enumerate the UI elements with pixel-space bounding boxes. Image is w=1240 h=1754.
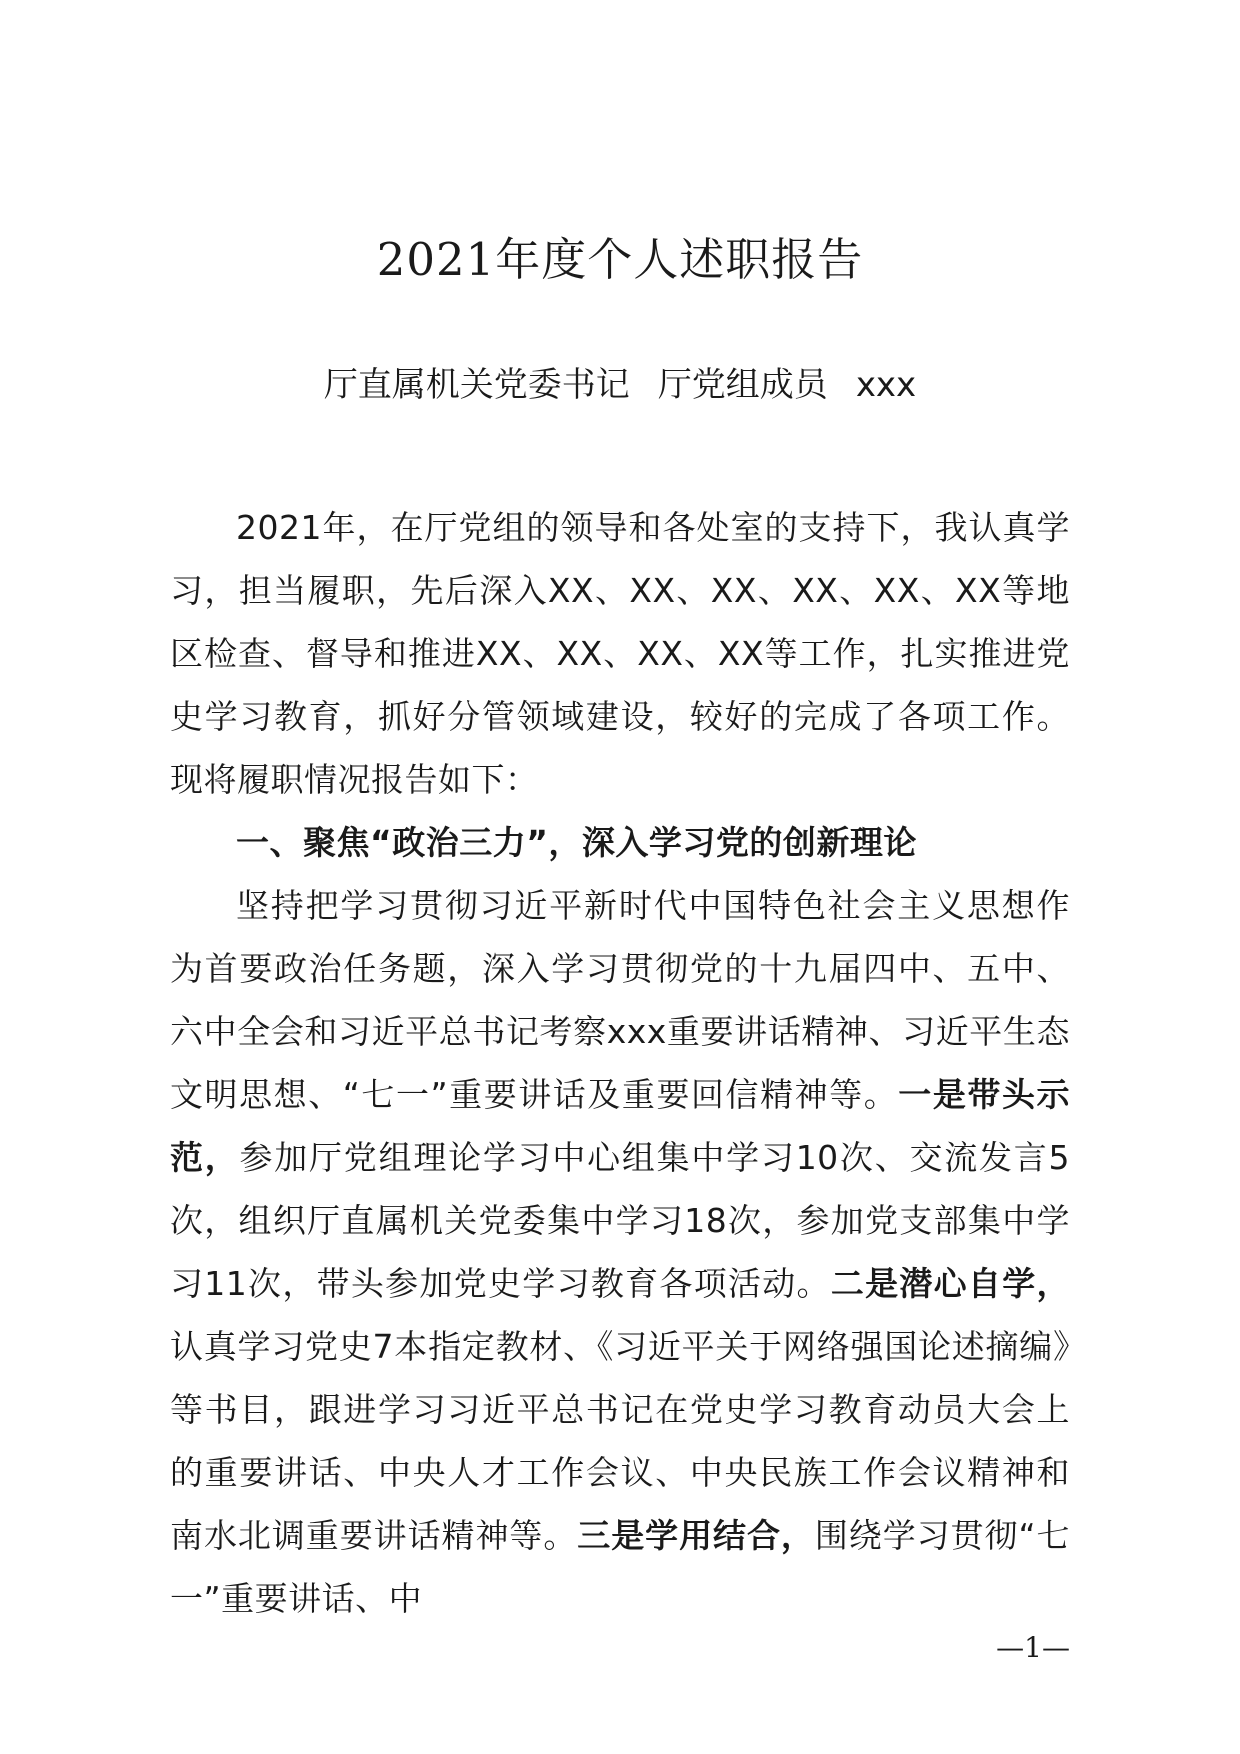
section-text-4: 围绕学习贯彻“七一”重要讲话、中 <box>170 1516 1071 1618</box>
document-title: 2021年度个人述职报告 <box>376 233 864 286</box>
bold-lead-2: 二是潜心自学， <box>830 1264 1070 1303</box>
section-text-1: 坚持把学习贯彻习近平新时代中国特色社会主义思想作为首要政治任务题，深入学习贯彻党的十九届四中、五中、六中全会和习近平总书记考察xxx重要讲话精神、习近平生态文明思想、“七一”重要讲话及重要回信精神等。 <box>170 886 1070 1114</box>
bold-lead-1: 一是带头示范， <box>170 1075 1070 1177</box>
subtitle-role: 厅直属机关党委书记 <box>323 365 630 405</box>
subtitle-member: 厅党组成员 <box>657 365 828 405</box>
intro-paragraph: 2021年，在厅党组的领导和各处室的支持下，我认真学习，担当履职，先后深入XX、XX、XX、XX、XX、XX等地区检查、督导和推进XX、XX、XX、XX等工作，扎实推进党史学习教育，抓好分管领域建设，较好的完成了各项工作。现将履职情况报告如下： <box>170 508 1070 799</box>
section-text-3: 认真学习党史7本指定教材、《习近平关于网络强国论述摘编》等书目，跟进学习习近平总书记在党史学习教育动员大会上的重要讲话、中央人才工作会议、中央民族工作会议精神和南水北调重要讲话精神等。 <box>170 1327 1070 1555</box>
document-subtitle <box>0 360 1240 410</box>
subtitle-name: xxx <box>855 365 917 405</box>
section-text-2: 参加厅党组理论学习中心组集中学习10次、交流发言5次，组织厅直属机关党委集中学习18次，参加党支部集中学习11次，带头参加党史学习教育各项活动。 <box>170 1138 1070 1303</box>
section-heading: 一、聚焦“政治三力”，深入学习党的创新理论 <box>236 823 917 862</box>
page-number: —1— <box>996 1631 1070 1664</box>
document-body <box>170 496 1070 1630</box>
bold-lead-3: 三是学用结合， <box>577 1516 815 1555</box>
section-paragraph <box>170 874 1070 1630</box>
